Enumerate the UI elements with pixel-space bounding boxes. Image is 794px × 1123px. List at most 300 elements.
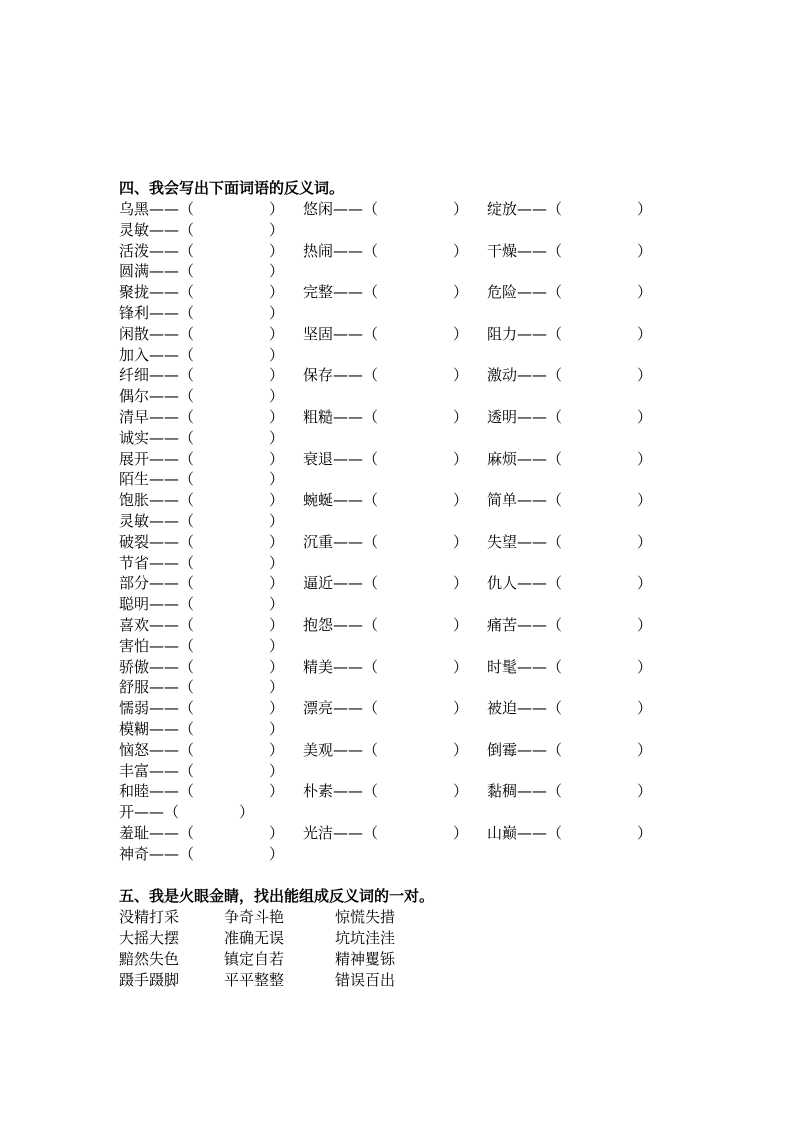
source-word: 诚实 <box>119 428 150 447</box>
antonym-row <box>119 844 779 865</box>
antonym-row <box>119 428 779 449</box>
source-word: 节省 <box>119 553 150 572</box>
antonym-row <box>119 698 779 719</box>
source-word: 危险 <box>487 283 518 302</box>
answer-blank-open[interactable]: （ <box>363 241 379 260</box>
antonym-item <box>487 282 653 303</box>
answer-blank-close: ） <box>453 449 469 468</box>
answer-blank-close: ） <box>637 615 653 634</box>
answer-blank-close: ） <box>269 283 285 302</box>
dash-separator: —— <box>149 241 180 260</box>
answer-blank-open[interactable]: （ <box>179 428 195 447</box>
antonym-row <box>119 553 779 574</box>
dash-separator: —— <box>149 283 180 302</box>
answer-blank-open[interactable]: （ <box>547 823 563 842</box>
source-word: 简单 <box>487 491 518 510</box>
dash-separator: —— <box>517 491 548 510</box>
answer-blank-open[interactable]: （ <box>363 200 379 218</box>
source-word: 衰退 <box>303 449 334 468</box>
dash-separator: —— <box>517 324 548 343</box>
answer-blank-close: ） <box>453 200 469 218</box>
answer-blank-open[interactable]: （ <box>547 615 563 634</box>
answer-blank-open[interactable]: （ <box>179 283 195 302</box>
antonym-row <box>119 594 779 615</box>
dash-separator: —— <box>149 303 180 322</box>
antonym-row <box>119 802 779 823</box>
answer-blank-close: ） <box>453 615 469 634</box>
source-word: 圆满 <box>119 262 150 281</box>
answer-blank-close: ） <box>269 241 285 260</box>
source-word: 神奇 <box>119 844 150 863</box>
answer-blank-close: ） <box>269 823 285 842</box>
answer-blank-close: ） <box>453 407 469 426</box>
antonym-item <box>487 324 653 345</box>
answer-blank-close: ） <box>453 366 469 385</box>
antonym-item <box>119 594 285 615</box>
answer-blank-open[interactable]: （ <box>179 407 195 426</box>
answer-blank-open[interactable]: （ <box>179 324 195 343</box>
answer-blank-open[interactable]: （ <box>547 699 563 718</box>
answer-blank-close: ） <box>269 407 285 426</box>
source-word: 干燥 <box>487 241 518 260</box>
answer-blank-open[interactable]: （ <box>179 844 195 863</box>
idiom-word[interactable]: 坑坑洼洼 <box>335 929 396 947</box>
source-word: 山巅 <box>487 823 518 842</box>
antonym-item <box>119 241 285 262</box>
answer-blank-open[interactable]: （ <box>363 366 379 385</box>
dash-separator: —— <box>333 241 364 260</box>
answer-blank-open[interactable]: （ <box>547 532 563 551</box>
answer-blank-close: ） <box>453 823 469 842</box>
source-word: 灵敏 <box>119 511 150 530</box>
idiom-word[interactable]: 争奇斗艳 <box>224 908 285 926</box>
idiom-row <box>119 949 519 970</box>
dash-separator: —— <box>149 428 180 447</box>
antonym-row <box>119 345 779 366</box>
antonym-item <box>303 532 469 553</box>
dash-separator: —— <box>517 200 548 218</box>
dash-separator: —— <box>517 699 548 718</box>
answer-blank-open[interactable]: （ <box>179 719 195 738</box>
dash-separator: —— <box>517 366 548 385</box>
source-word: 加入 <box>119 345 150 364</box>
antonym-item <box>303 657 469 678</box>
antonym-row <box>119 199 779 220</box>
dash-separator: —— <box>149 844 180 863</box>
antonym-item <box>303 740 469 761</box>
antonym-item <box>487 199 653 220</box>
answer-blank-close: ） <box>269 678 285 697</box>
idiom-row <box>119 928 519 949</box>
antonym-item <box>119 303 285 324</box>
antonym-item <box>303 781 469 802</box>
answer-blank-close: ） <box>269 532 285 551</box>
source-word: 漂亮 <box>303 699 334 718</box>
dash-separator: —— <box>333 699 364 718</box>
source-word: 骄傲 <box>119 657 150 676</box>
dash-separator: —— <box>149 470 180 489</box>
answer-blank-close: ） <box>453 657 469 676</box>
source-word: 丰富 <box>119 761 150 780</box>
antonym-item <box>119 428 285 449</box>
source-word: 聚拢 <box>119 283 150 302</box>
answer-blank-close: ） <box>637 823 653 842</box>
answer-blank-open[interactable]: （ <box>179 366 195 385</box>
dash-separator: —— <box>149 449 180 468</box>
answer-blank-open[interactable]: （ <box>363 823 379 842</box>
idiom-grid <box>119 907 519 991</box>
section-4-heading: 四、我会写出下面词语的反义词。 <box>119 179 345 197</box>
answer-blank-open[interactable]: （ <box>179 699 195 718</box>
answer-blank-close: ） <box>269 782 285 801</box>
dash-separator: —— <box>149 387 180 406</box>
source-word: 麻烦 <box>487 449 518 468</box>
antonym-item <box>119 449 285 470</box>
answer-blank-close: ） <box>269 511 285 530</box>
answer-blank-open[interactable]: （ <box>179 449 195 468</box>
antonym-item <box>303 573 469 594</box>
answer-blank-open[interactable]: （ <box>179 553 195 572</box>
answer-blank-close: ） <box>269 220 285 239</box>
answer-blank-open[interactable]: （ <box>363 657 379 676</box>
answer-blank-open[interactable]: （ <box>179 740 195 759</box>
answer-blank-open[interactable]: （ <box>363 449 379 468</box>
antonym-row <box>119 261 779 282</box>
antonym-item <box>119 677 285 698</box>
answer-blank-close: ） <box>269 303 285 322</box>
source-word: 透明 <box>487 407 518 426</box>
answer-blank-open[interactable]: （ <box>179 470 195 489</box>
answer-blank-open[interactable]: （ <box>363 407 379 426</box>
source-word: 逼近 <box>303 574 334 593</box>
antonym-item <box>119 199 285 220</box>
antonym-item <box>119 761 285 782</box>
source-word: 绽放 <box>487 200 518 218</box>
answer-blank-close: ） <box>269 740 285 759</box>
antonym-row <box>119 449 779 470</box>
idiom-word[interactable]: 蹑手蹑脚 <box>119 971 180 989</box>
antonym-item <box>119 740 285 761</box>
answer-blank-close: ） <box>453 241 469 260</box>
idiom-row <box>119 970 519 991</box>
source-word: 纤细 <box>119 366 150 385</box>
dash-separator: —— <box>517 241 548 260</box>
antonym-item <box>119 802 255 823</box>
antonym-item <box>119 781 285 802</box>
source-word: 失望 <box>487 532 518 551</box>
answer-blank-open[interactable]: （ <box>179 220 195 239</box>
antonym-item <box>303 324 469 345</box>
answer-blank-close: ） <box>637 283 653 302</box>
source-word: 闲散 <box>119 324 150 343</box>
answer-blank-open[interactable]: （ <box>363 532 379 551</box>
idiom-word[interactable]: 精神矍铄 <box>335 950 396 968</box>
dash-separator: —— <box>517 532 548 551</box>
answer-blank-close: ） <box>637 699 653 718</box>
antonym-row <box>119 761 779 782</box>
source-word: 热闹 <box>303 241 334 260</box>
answer-blank-close: ） <box>453 491 469 510</box>
answer-blank-open[interactable]: （ <box>547 782 563 801</box>
source-word: 抱怨 <box>303 615 334 634</box>
answer-blank-open[interactable]: （ <box>179 595 195 614</box>
source-word: 粗糙 <box>303 407 334 426</box>
antonym-row <box>119 365 779 386</box>
answer-blank-close: ） <box>269 470 285 489</box>
source-word: 朴素 <box>303 782 334 801</box>
source-word: 害怕 <box>119 636 150 655</box>
answer-blank-open[interactable]: （ <box>179 636 195 655</box>
source-word: 蜿蜒 <box>303 491 334 510</box>
answer-blank-close: ） <box>239 803 255 822</box>
answer-blank-open[interactable]: （ <box>179 200 195 218</box>
answer-blank-open[interactable]: （ <box>179 491 195 510</box>
dash-separator: —— <box>149 511 180 530</box>
dash-separator: —— <box>333 283 364 302</box>
answer-blank-close: ） <box>269 428 285 447</box>
answer-blank-close: ） <box>269 719 285 738</box>
source-word: 喜欢 <box>119 615 150 634</box>
answer-blank-open[interactable]: （ <box>179 615 195 634</box>
answer-blank-open[interactable]: （ <box>164 803 180 822</box>
answer-blank-close: ） <box>637 324 653 343</box>
antonym-row <box>119 719 779 740</box>
dash-separator: —— <box>149 782 180 801</box>
dash-separator: —— <box>333 532 364 551</box>
source-word: 恼怒 <box>119 740 150 759</box>
answer-blank-close: ） <box>453 283 469 302</box>
answer-blank-open[interactable]: （ <box>547 449 563 468</box>
antonym-item <box>119 220 285 241</box>
answer-blank-close: ） <box>269 595 285 614</box>
idiom-word[interactable]: 没精打采 <box>119 908 180 926</box>
idiom-word[interactable]: 镇定自若 <box>224 950 285 968</box>
antonym-list <box>119 199 779 865</box>
antonym-row <box>119 220 779 241</box>
source-word: 活泼 <box>119 241 150 260</box>
source-word: 灵敏 <box>119 220 150 239</box>
antonym-row <box>119 677 779 698</box>
answer-blank-open[interactable]: （ <box>179 241 195 260</box>
answer-blank-close: ） <box>269 615 285 634</box>
antonym-row <box>119 657 779 678</box>
answer-blank-open[interactable]: （ <box>179 761 195 780</box>
answer-blank-close: ） <box>453 324 469 343</box>
antonym-item <box>487 698 653 719</box>
source-word: 开 <box>119 803 135 822</box>
antonym-item <box>119 365 285 386</box>
answer-blank-close: ） <box>269 262 285 281</box>
dash-separator: —— <box>333 574 364 593</box>
answer-blank-open[interactable]: （ <box>179 782 195 801</box>
source-word: 舒服 <box>119 678 150 697</box>
answer-blank-open[interactable]: （ <box>547 407 563 426</box>
antonym-item <box>487 490 653 511</box>
antonym-row <box>119 282 779 303</box>
answer-blank-close: ） <box>637 532 653 551</box>
answer-blank-close: ） <box>453 699 469 718</box>
dash-separator: —— <box>149 491 180 510</box>
antonym-row <box>119 511 779 532</box>
antonym-item <box>119 844 285 865</box>
answer-blank-open[interactable]: （ <box>363 574 379 593</box>
dash-separator: —— <box>517 782 548 801</box>
dash-separator: —— <box>333 782 364 801</box>
antonym-item <box>487 657 653 678</box>
antonym-item <box>119 657 285 678</box>
answer-blank-open[interactable]: （ <box>363 782 379 801</box>
dash-separator: —— <box>517 657 548 676</box>
antonym-item <box>119 615 285 636</box>
source-word: 完整 <box>303 283 334 302</box>
answer-blank-close: ） <box>269 449 285 468</box>
source-word: 悠闲 <box>303 200 334 218</box>
answer-blank-open[interactable]: （ <box>179 574 195 593</box>
dash-separator: —— <box>517 574 548 593</box>
answer-blank-close: ） <box>269 657 285 676</box>
answer-blank-close: ） <box>637 740 653 759</box>
answer-blank-open[interactable]: （ <box>179 823 195 842</box>
answer-blank-open[interactable]: （ <box>363 699 379 718</box>
antonym-item <box>119 698 285 719</box>
source-word: 清早 <box>119 407 150 426</box>
antonym-item <box>119 407 285 428</box>
answer-blank-open[interactable]: （ <box>179 678 195 697</box>
source-word: 羞耻 <box>119 823 150 842</box>
dash-separator: —— <box>333 615 364 634</box>
dash-separator: —— <box>149 262 180 281</box>
answer-blank-close: ） <box>637 782 653 801</box>
answer-blank-open[interactable]: （ <box>547 740 563 759</box>
dash-separator: —— <box>149 595 180 614</box>
answer-blank-open[interactable]: （ <box>547 241 563 260</box>
answer-blank-close: ） <box>637 574 653 593</box>
dash-separator: —— <box>517 407 548 426</box>
answer-blank-close: ） <box>269 491 285 510</box>
source-word: 饱胀 <box>119 491 150 510</box>
dash-separator: —— <box>333 324 364 343</box>
antonym-item <box>487 449 653 470</box>
answer-blank-open[interactable]: （ <box>179 303 195 322</box>
dash-separator: —— <box>333 449 364 468</box>
answer-blank-close: ） <box>269 574 285 593</box>
answer-blank-open[interactable]: （ <box>363 324 379 343</box>
dash-separator: —— <box>149 761 180 780</box>
answer-blank-close: ） <box>269 699 285 718</box>
answer-blank-open[interactable]: （ <box>179 657 195 676</box>
source-word: 展开 <box>119 449 150 468</box>
idiom-word[interactable]: 黯然失色 <box>119 950 180 968</box>
answer-blank-close: ） <box>269 844 285 863</box>
answer-blank-open[interactable]: （ <box>179 345 195 364</box>
answer-blank-open[interactable]: （ <box>547 200 563 218</box>
antonym-item <box>487 615 653 636</box>
source-word: 仇人 <box>487 574 518 593</box>
antonym-item <box>487 365 653 386</box>
dash-separator: —— <box>333 366 364 385</box>
antonym-item <box>487 241 653 262</box>
idiom-word[interactable]: 大摇大摆 <box>119 929 180 947</box>
source-word: 精美 <box>303 657 334 676</box>
answer-blank-close: ） <box>637 241 653 260</box>
dash-separator: —— <box>149 324 180 343</box>
source-word: 偶尔 <box>119 387 150 406</box>
antonym-item <box>303 490 469 511</box>
antonym-row <box>119 469 779 490</box>
answer-blank-open[interactable]: （ <box>179 532 195 551</box>
source-word: 陌生 <box>119 470 150 489</box>
idiom-row <box>119 907 519 928</box>
answer-blank-close: ） <box>269 387 285 406</box>
idiom-word[interactable]: 平平整整 <box>224 971 285 989</box>
source-word: 乌黑 <box>119 200 150 218</box>
antonym-item <box>119 282 285 303</box>
antonym-item <box>303 241 469 262</box>
antonym-item <box>487 532 653 553</box>
idiom-word[interactable]: 错误百出 <box>335 971 396 989</box>
answer-blank-open[interactable]: （ <box>363 283 379 302</box>
antonym-row <box>119 303 779 324</box>
answer-blank-open[interactable]: （ <box>547 366 563 385</box>
antonym-item <box>487 781 653 802</box>
answer-blank-open[interactable]: （ <box>547 657 563 676</box>
dash-separator: —— <box>149 636 180 655</box>
antonym-item <box>303 407 469 428</box>
antonym-item <box>119 490 285 511</box>
dash-separator: —— <box>149 220 180 239</box>
antonym-item <box>119 261 285 282</box>
answer-blank-open[interactable]: （ <box>179 511 195 530</box>
dash-separator: —— <box>333 200 364 218</box>
antonym-item <box>119 823 285 844</box>
source-word: 倒霉 <box>487 740 518 759</box>
antonym-item <box>487 407 653 428</box>
dash-separator: —— <box>149 345 180 364</box>
antonym-item <box>119 386 285 407</box>
antonym-item <box>303 698 469 719</box>
source-word: 破裂 <box>119 532 150 551</box>
dash-separator: —— <box>333 823 364 842</box>
antonym-row <box>119 781 779 802</box>
answer-blank-open[interactable]: （ <box>179 262 195 281</box>
source-word: 聪明 <box>119 595 150 614</box>
antonym-item <box>119 636 285 657</box>
antonym-item <box>119 511 285 532</box>
answer-blank-open[interactable]: （ <box>363 740 379 759</box>
antonym-item <box>303 615 469 636</box>
antonym-row <box>119 386 779 407</box>
answer-blank-open[interactable]: （ <box>179 387 195 406</box>
answer-blank-close: ） <box>453 740 469 759</box>
answer-blank-open[interactable]: （ <box>547 324 563 343</box>
dash-separator: —— <box>149 574 180 593</box>
answer-blank-close: ） <box>637 449 653 468</box>
answer-blank-open[interactable]: （ <box>547 574 563 593</box>
answer-blank-close: ） <box>637 366 653 385</box>
idiom-word[interactable]: 准确无误 <box>224 929 285 947</box>
answer-blank-close: ） <box>637 407 653 426</box>
answer-blank-close: ） <box>453 574 469 593</box>
source-word: 时髦 <box>487 657 518 676</box>
idiom-word[interactable]: 惊慌失措 <box>335 908 396 926</box>
answer-blank-close: ） <box>269 761 285 780</box>
answer-blank-open[interactable]: （ <box>363 615 379 634</box>
answer-blank-close: ） <box>637 200 653 218</box>
dash-separator: —— <box>149 719 180 738</box>
answer-blank-open[interactable]: （ <box>363 491 379 510</box>
answer-blank-open[interactable]: （ <box>547 491 563 510</box>
answer-blank-open[interactable]: （ <box>547 283 563 302</box>
